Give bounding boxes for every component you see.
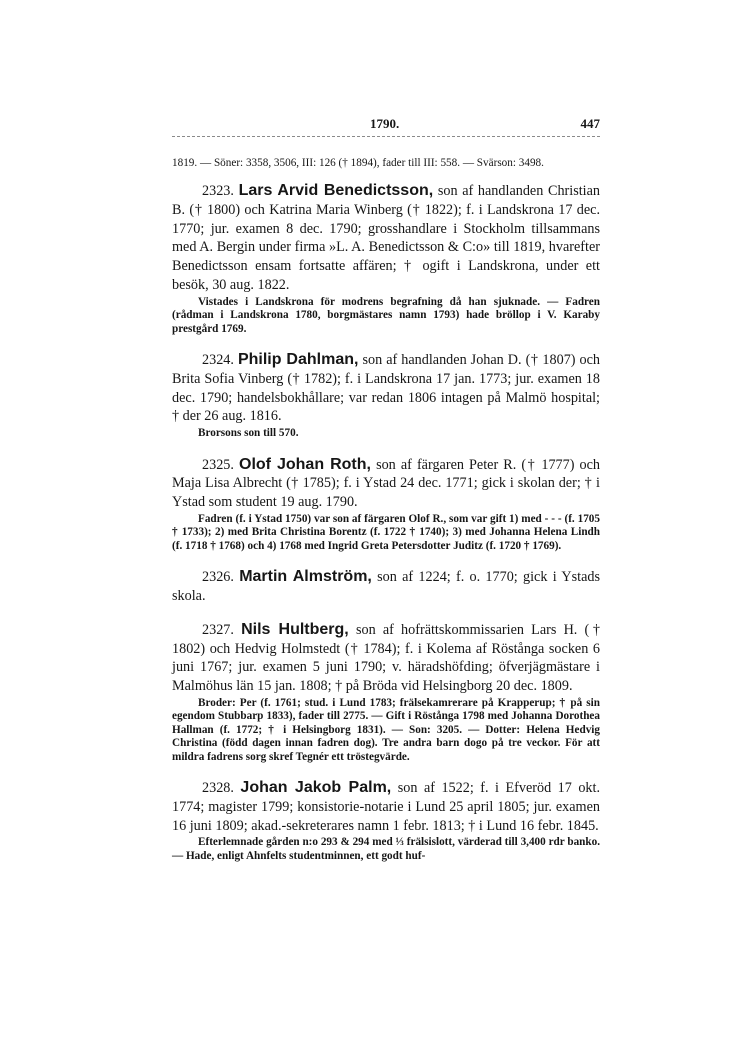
entry-text: son af hofrättskommissarien Lars H. († 1802) och Hedvig Holmstedt († 1784); f. i Kolema af Röstånga socken 6 juni 1767; jur. examen 5 juni 1790; v. häradshöfding; öfverjägmästare i Malmöhus län 15 jan. 1808; † på Bröda vid Helsingborg 20 dec. 1809.	[172, 621, 600, 695]
entry-name: Philip Dahlman,	[237, 351, 359, 368]
header-rule	[172, 136, 600, 137]
entry-note: Efterlemnade gården n:o 293 & 294 med ⅓ frälsislott, värderad till 3,400 rdr banko. — Hade, enligt Ahnfelts studentminnen, ett godt huf-	[172, 836, 600, 862]
entry-2323	[172, 182, 600, 336]
entry-text: son af 1522; f. i Efveröd 17 okt. 1774; magister 1799; konsistorie-notarie i Lund 25 april 1805; jur. examen 16 juni 1809; akad.-sekreterares namn 1 febr. 1813; † i Lund 16 febr. 1845.	[172, 780, 601, 834]
continuation-text: 1819. — Söner: 3358, 3506, III: 126 († 1894), fader till III: 558. — Svärson: 3498.	[172, 157, 544, 169]
header-year: 1790.	[370, 116, 400, 131]
entry-2324	[172, 351, 600, 441]
entry-name: Nils Hultberg,	[241, 620, 349, 638]
running-header	[172, 116, 600, 136]
entry-body	[172, 568, 600, 606]
entry-number: 2328.	[202, 780, 234, 797]
entry-name: Martin Almström,	[239, 568, 372, 586]
entry-number: 2323.	[202, 183, 234, 199]
entry-number: 2325.	[202, 456, 234, 473]
entry-2326	[172, 568, 600, 606]
entry-number: 2327.	[202, 621, 234, 638]
entry-2327	[172, 621, 600, 764]
entry-note: Fadren (f. i Ystad 1750) var son af färgaren Olof R., som var gift 1) med - - - (f. 1705 † 1733); 2) med Brita Christina Borentz (f. 1722 † 1740); 3) med Johanna Helena Lindh (f. 1718 † 1768) och 4) 1768 med Ingrid Greta Petersdotter Juditz (f. 1720 † 1769).	[172, 512, 600, 552]
entry-2325	[172, 456, 600, 554]
entry-body	[172, 182, 600, 295]
entry-body	[172, 779, 600, 835]
entry-note: Brorsons son till 570.	[198, 427, 299, 440]
entry-body	[172, 621, 600, 696]
entry-2328	[172, 779, 600, 863]
entry-text: son af 1224; f. o. 1770; gick i Ystads skola.	[172, 569, 600, 604]
entry-text: son af handlanden Johan D. († 1807) och Brita Sofia Vinberg († 1782); f. i Landskrona 17 jan. 1773; jur. examen 18 dec. 1790; handelsbokhållare; var redan 1806 intagen på Malmö hospital; † der 26 aug. 1816.	[172, 352, 601, 425]
entry-text: son af färgaren Peter R. († 1777) och Maja Lisa Albrecht († 1785); f. i Ystad 24 dec. 1771; gick i skolan der; † i Ystad som student 19 aug. 1790.	[172, 456, 601, 511]
book-page	[172, 116, 600, 863]
entry-name: Olof Johan Roth,	[239, 455, 371, 473]
entry-body	[172, 456, 600, 512]
entry-name: Johan Jakob Palm,	[240, 779, 392, 797]
entry-name: Lars Arvid Benedictsson,	[238, 182, 434, 199]
entry-note: Broder: Per (f. 1761; stud. i Lund 1783; frälsekamrerare på Krapperup; † på sin egendom Stubbarp 1833), fader till 2775. — Gift i Röstånga 1798 med Johanna Dorothea Hallman (f. 1772; † i Helsingborg 1831). — Son: 3205. — Dotter: Helena Hedvig Christina (född dagen innan fadren dog). Tre andra barn dogo på tre veckor. För att mildra fadrens sorg skref Tegnér ett tröstegvärde.	[172, 696, 600, 763]
entry-number: 2324.	[202, 352, 234, 368]
entry-body	[172, 351, 600, 426]
page-number: 447	[580, 116, 600, 131]
entry-number: 2326.	[202, 569, 234, 586]
entry-note: Vistades i Landskrona för modrens begrafning då han sjuknade. — Fadren (rådman i Landskrona 1780, borgmästares namn 1793) hade bröllop i V. Karaby prestgård 1769.	[172, 295, 600, 335]
entry-text: son af handlanden Christian B. († 1800) och Katrina Maria Winberg († 1822); f. i Landskrona 17 dec. 1770; jur. examen 8 dec. 1790; grosshandlare i Stockholm tillsammans med A. Bergin under firma »L. A. Benedictsson & C:o» till 1819, hvarefter Benedictsson ensam fortsatte affären; † ogift i Landskrona, under ett besök, 30 aug. 1822.	[172, 183, 600, 293]
